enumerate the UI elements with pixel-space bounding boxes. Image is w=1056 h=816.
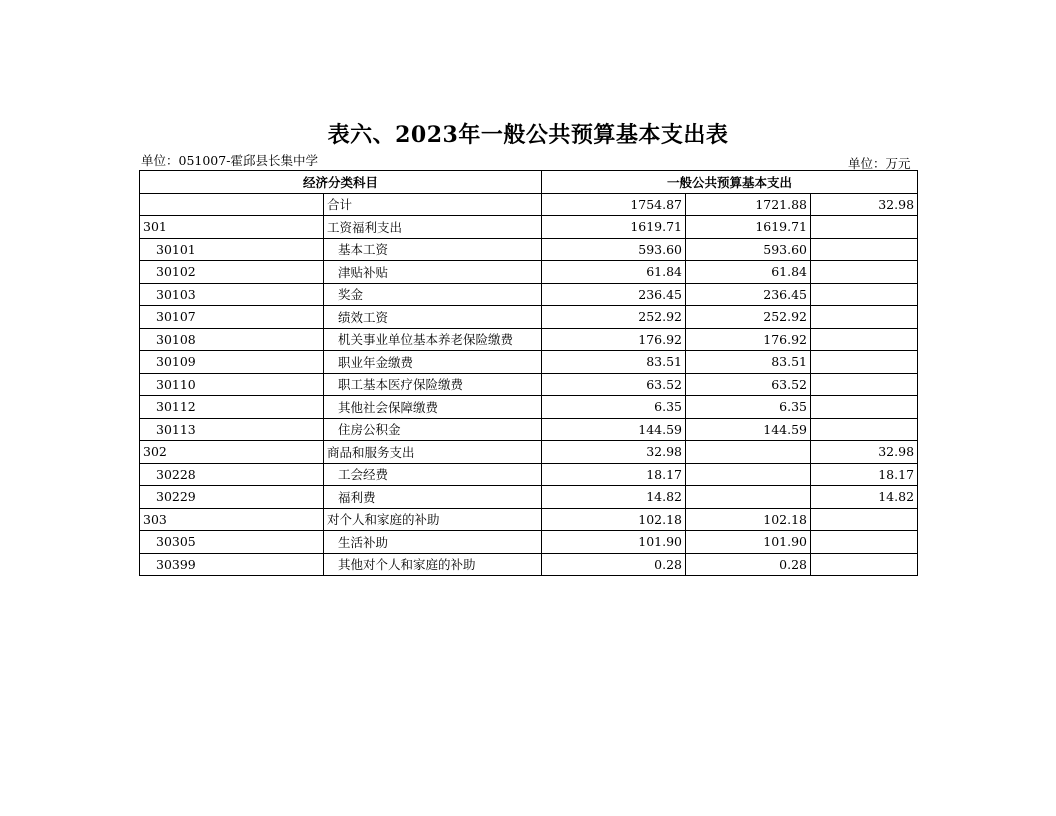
table-row <box>140 193 918 216</box>
cell-code: 30228 <box>140 463 324 486</box>
cell-code: 30112 <box>140 396 324 419</box>
table-row <box>140 463 918 486</box>
cell-personnel: 144.59 <box>686 418 811 441</box>
cell-name: 绩效工资 <box>324 306 542 329</box>
cell-personnel: 252.92 <box>686 306 811 329</box>
cell-code: 302 <box>140 441 324 464</box>
cell-name: 职业年金缴费 <box>324 351 542 374</box>
cell-total: 236.45 <box>542 283 686 306</box>
cell-code <box>140 193 324 216</box>
cell-code: 301 <box>140 216 324 239</box>
cell-name: 福利费 <box>324 486 542 509</box>
cell-public <box>811 328 918 351</box>
table-body <box>140 193 918 576</box>
cell-public <box>811 238 918 261</box>
cell-total: 144.59 <box>542 418 686 441</box>
cell-public <box>811 553 918 576</box>
cell-code: 30229 <box>140 486 324 509</box>
header-economic-classification: 经济分类科目 <box>140 171 542 194</box>
cell-personnel: 61.84 <box>686 261 811 284</box>
cell-personnel: 83.51 <box>686 351 811 374</box>
table-row <box>140 238 918 261</box>
table-row <box>140 283 918 306</box>
cell-total: 1619.71 <box>542 216 686 239</box>
cell-total: 0.28 <box>542 553 686 576</box>
cell-public: 14.82 <box>811 486 918 509</box>
table-row <box>140 531 918 554</box>
table-row <box>140 553 918 576</box>
cell-personnel: 102.18 <box>686 508 811 531</box>
cell-name: 商品和服务支出 <box>324 441 542 464</box>
cell-personnel: 1619.71 <box>686 216 811 239</box>
cell-code: 30102 <box>140 261 324 284</box>
cell-public <box>811 373 918 396</box>
table-row <box>140 508 918 531</box>
cell-total: 252.92 <box>542 306 686 329</box>
table-row <box>140 261 918 284</box>
header-basic-expenditure: 一般公共预算基本支出 <box>542 171 918 194</box>
cell-public <box>811 531 918 554</box>
budget-table <box>139 170 918 576</box>
cell-personnel <box>686 441 811 464</box>
cell-code: 30109 <box>140 351 324 374</box>
table-row <box>140 306 918 329</box>
cell-personnel <box>686 463 811 486</box>
cell-name: 对个人和家庭的补助 <box>324 508 542 531</box>
cell-name: 工资福利支出 <box>324 216 542 239</box>
cell-name: 津贴补贴 <box>324 261 542 284</box>
cell-name: 生活补助 <box>324 531 542 554</box>
cell-public <box>811 216 918 239</box>
cell-personnel: 236.45 <box>686 283 811 306</box>
cell-name: 基本工资 <box>324 238 542 261</box>
cell-total: 6.35 <box>542 396 686 419</box>
cell-personnel: 0.28 <box>686 553 811 576</box>
cell-total: 61.84 <box>542 261 686 284</box>
cell-public: 18.17 <box>811 463 918 486</box>
cell-personnel: 6.35 <box>686 396 811 419</box>
cell-public <box>811 418 918 441</box>
cell-total: 102.18 <box>542 508 686 531</box>
cell-name: 合计 <box>324 193 542 216</box>
cell-code: 30103 <box>140 283 324 306</box>
cell-public <box>811 283 918 306</box>
table-row <box>140 486 918 509</box>
unit-label-currency: 单位：万元 <box>848 156 911 171</box>
cell-name: 工会经费 <box>324 463 542 486</box>
cell-total: 83.51 <box>542 351 686 374</box>
page-title: 表六、2023年一般公共预算基本支出表 <box>327 122 729 148</box>
cell-public: 32.98 <box>811 193 918 216</box>
cell-name: 职工基本医疗保险缴费 <box>324 373 542 396</box>
cell-code: 30110 <box>140 373 324 396</box>
table-row <box>140 396 918 419</box>
cell-public <box>811 508 918 531</box>
cell-personnel: 176.92 <box>686 328 811 351</box>
cell-code: 30399 <box>140 553 324 576</box>
cell-public <box>811 261 918 284</box>
cell-personnel: 101.90 <box>686 531 811 554</box>
cell-public <box>811 306 918 329</box>
table-row <box>140 441 918 464</box>
cell-code: 30107 <box>140 306 324 329</box>
table-row <box>140 373 918 396</box>
cell-personnel <box>686 486 811 509</box>
cell-code: 30113 <box>140 418 324 441</box>
cell-public: 32.98 <box>811 441 918 464</box>
cell-public <box>811 351 918 374</box>
cell-personnel: 1721.88 <box>686 193 811 216</box>
cell-code: 30101 <box>140 238 324 261</box>
cell-personnel: 63.52 <box>686 373 811 396</box>
cell-total: 14.82 <box>542 486 686 509</box>
table-row <box>140 216 918 239</box>
table-row <box>140 328 918 351</box>
cell-name: 奖金 <box>324 283 542 306</box>
cell-total: 176.92 <box>542 328 686 351</box>
cell-total: 101.90 <box>542 531 686 554</box>
cell-total: 63.52 <box>542 373 686 396</box>
cell-code: 30305 <box>140 531 324 554</box>
cell-name: 住房公积金 <box>324 418 542 441</box>
cell-public <box>811 396 918 419</box>
cell-total: 593.60 <box>542 238 686 261</box>
cell-personnel: 593.60 <box>686 238 811 261</box>
table-row <box>140 351 918 374</box>
cell-total: 18.17 <box>542 463 686 486</box>
cell-name: 其他社会保障缴费 <box>324 396 542 419</box>
table-header-row <box>140 171 918 194</box>
cell-total: 1754.87 <box>542 193 686 216</box>
cell-code: 30108 <box>140 328 324 351</box>
cell-total: 32.98 <box>542 441 686 464</box>
cell-code: 303 <box>140 508 324 531</box>
cell-name: 其他对个人和家庭的补助 <box>324 553 542 576</box>
table-row <box>140 418 918 441</box>
cell-name: 机关事业单位基本养老保险缴费 <box>324 328 542 351</box>
unit-label-organization: 单位：051007-霍邱县长集中学 <box>141 153 318 168</box>
